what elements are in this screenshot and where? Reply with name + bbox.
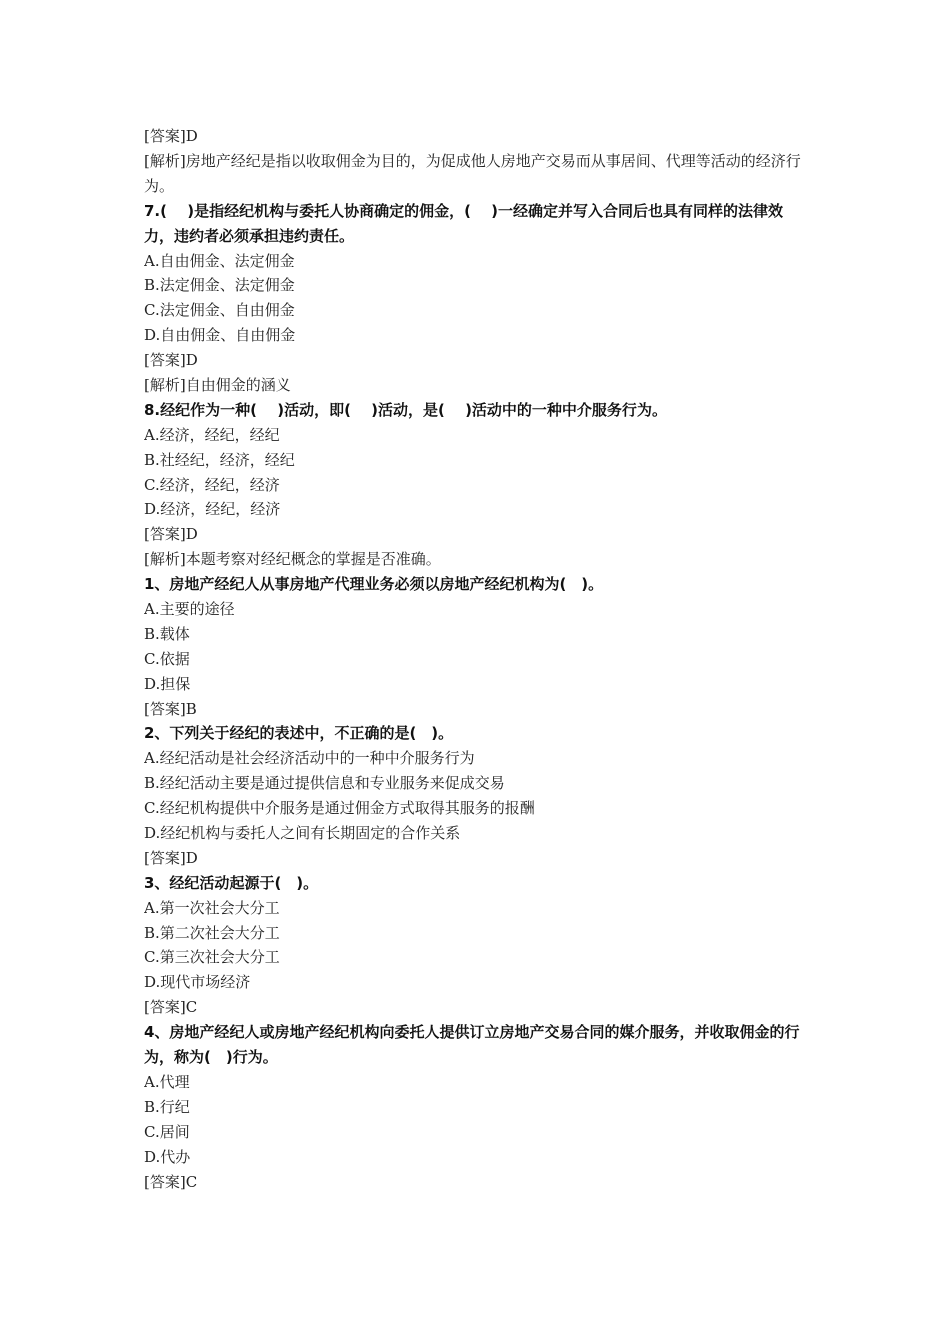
question-1: 1、房地产经纪人从事房地产代理业务必须以房地产经纪机构为( )。: [144, 575, 604, 594]
option-d: D.现代市场经济: [144, 973, 251, 992]
option-d: D.自由佣金、自由佣金: [144, 326, 296, 345]
option-c: C.经纪机构提供中介服务是通过佣金方式取得其服务的报酬: [144, 799, 535, 818]
answer-line: [答案]D: [144, 525, 198, 544]
question-4: 4、房地产经纪人或房地产经纪机构向委托人提供订立房地产交易合同的媒介服务，并收取佣金的行为，称为( )行为。: [144, 1023, 800, 1067]
explanation-line: [解析]本题考察对经纪概念的掌握是否准确。: [144, 550, 441, 569]
answer-line: [答案]D: [144, 127, 198, 145]
option-b: B.载体: [144, 624, 190, 643]
option-c: C.依据: [144, 649, 190, 668]
answer-line: [答案]B: [144, 699, 197, 718]
option-b: B.行纪: [144, 1097, 190, 1116]
option-a: A.代理: [144, 1072, 190, 1091]
option-a: A.主要的途径: [144, 599, 235, 618]
answer-line: [答案]D: [144, 351, 198, 370]
option-d: D.代办: [144, 1147, 191, 1166]
answer-line: [答案]D: [144, 848, 198, 867]
option-c: C.第三次社会大分工: [144, 948, 280, 967]
option-d: D.经济，经纪，经济: [144, 500, 281, 519]
option-d: D.担保: [144, 674, 191, 693]
option-c: C.居间: [144, 1122, 190, 1141]
option-a: A.经济，经纪，经纪: [144, 425, 280, 444]
explanation-line: [解析]自由佣金的涵义: [144, 375, 291, 394]
option-d: D.经纪机构与委托人之间有长期固定的合作关系: [144, 824, 461, 842]
option-b: B.第二次社会大分工: [144, 923, 280, 942]
answer-line: [答案]C: [144, 998, 198, 1017]
explanation-line: [解析]房地产经纪是指以收取佣金为目的，为促成他人房地产交易而从事居间、代理等活动的经济行为。: [144, 151, 801, 195]
option-b: B.法定佣金、法定佣金: [144, 276, 295, 295]
question-8: 8.经纪作为一种( )活动，即( )活动，是( )活动中的一种中介服务行为。: [144, 400, 667, 419]
option-a: A.经纪活动是社会经济活动中的一种中介服务行为: [144, 749, 475, 768]
question-2: 2、下列关于经纪的表述中，不正确的是( )。: [144, 724, 454, 743]
answer-line: [答案]C: [144, 1172, 198, 1191]
option-a: A.自由佣金、法定佣金: [144, 251, 295, 270]
question-7: 7.( )是指经纪机构与委托人协商确定的佣金，( )一经确定并写入合同后也具有同样的法律效力，违约者必须承担违约责任。: [144, 201, 784, 245]
option-c: C.经济，经纪，经济: [144, 475, 280, 494]
option-a: A.第一次社会大分工: [144, 898, 280, 917]
document-page: [144, 124, 812, 1194]
option-b: B.社经纪，经济，经纪: [144, 450, 295, 469]
option-b: B.经纪活动主要是通过提供信息和专业服务来促成交易: [144, 774, 505, 793]
question-3: 3、经纪活动起源于( )。: [144, 873, 319, 892]
option-c: C.法定佣金、自由佣金: [144, 301, 295, 320]
